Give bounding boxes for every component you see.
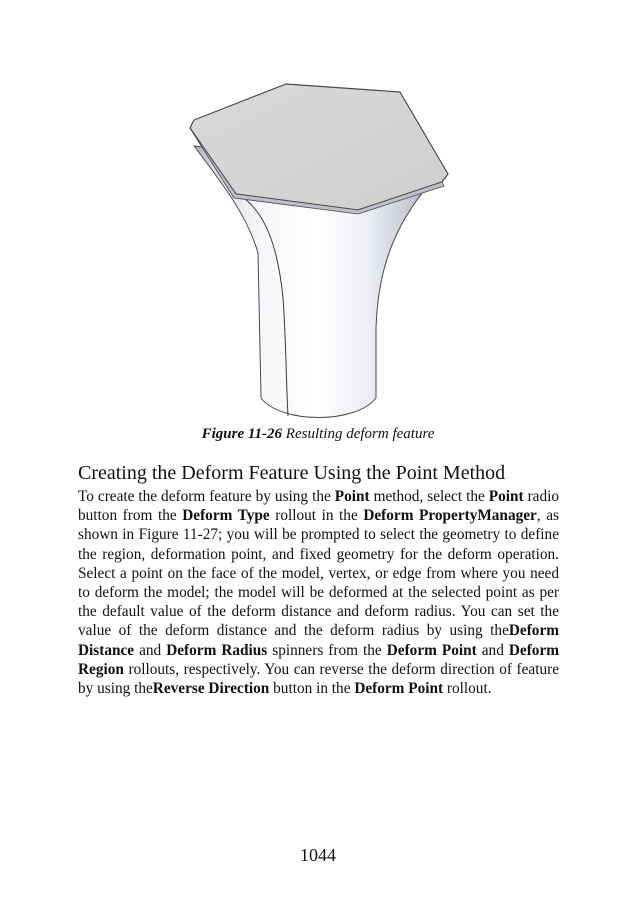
paragraph-bold-term: Point bbox=[488, 488, 524, 505]
figure-number: Figure 11-26 bbox=[201, 426, 283, 442]
paragraph-text: rollouts, respectively. You can reverse the deform direction of feature by using the bbox=[78, 660, 559, 698]
paragraph-text: To create the deform feature by using the bbox=[78, 488, 335, 505]
paragraph-bold-term: Deform Type bbox=[182, 507, 270, 525]
figure-deformed-model bbox=[186, 78, 450, 420]
paragraph-bold-term: Deform Distance bbox=[78, 622, 559, 659]
paragraph-bold-term: Deform Radius bbox=[166, 641, 268, 659]
paragraph-bold-term: Deform Point bbox=[386, 641, 477, 659]
paragraph-text: spinners from the bbox=[267, 641, 387, 659]
section-heading: Creating the Deform Feature Using the Point Method bbox=[78, 462, 506, 484]
deformed-model-illustration bbox=[186, 78, 450, 420]
paragraph-text: , as shown in Figure 11-27; you will be prompted to select the geometry to define the region, deformation point, and fixed geometry for the deform operation. Select a point on the face of the model, vertex, or edge from where you need to deform the model; the model will be deformed at the selected point as per the default value of the deform distance and deform radius. You can set the value of the deform distance and the deform radius by using the bbox=[78, 507, 559, 640]
paragraph-text: method, select the bbox=[369, 488, 489, 505]
figure-caption bbox=[0, 426, 636, 443]
paragraph-bold-term: Deform Region bbox=[78, 641, 559, 678]
paragraph-text: rollout in the bbox=[269, 507, 364, 525]
figure-caption-text: Resulting deform feature bbox=[282, 426, 435, 442]
body-paragraph bbox=[78, 487, 559, 698]
paragraph-bold-term: Point bbox=[334, 488, 370, 505]
paragraph-bold-term: Deform PropertyManager bbox=[363, 507, 537, 525]
page-number: 1044 bbox=[300, 845, 336, 865]
paragraph-text: radio button from the bbox=[78, 488, 560, 525]
paragraph-bold-term: Deform Point bbox=[354, 680, 444, 698]
paragraph-bold-term: Reverse Direction bbox=[152, 680, 270, 698]
paragraph-text: rollout. bbox=[443, 680, 492, 698]
paragraph-text: and bbox=[134, 641, 167, 659]
paragraph-text: and bbox=[476, 641, 509, 659]
paragraph-text: button in the bbox=[269, 680, 355, 698]
